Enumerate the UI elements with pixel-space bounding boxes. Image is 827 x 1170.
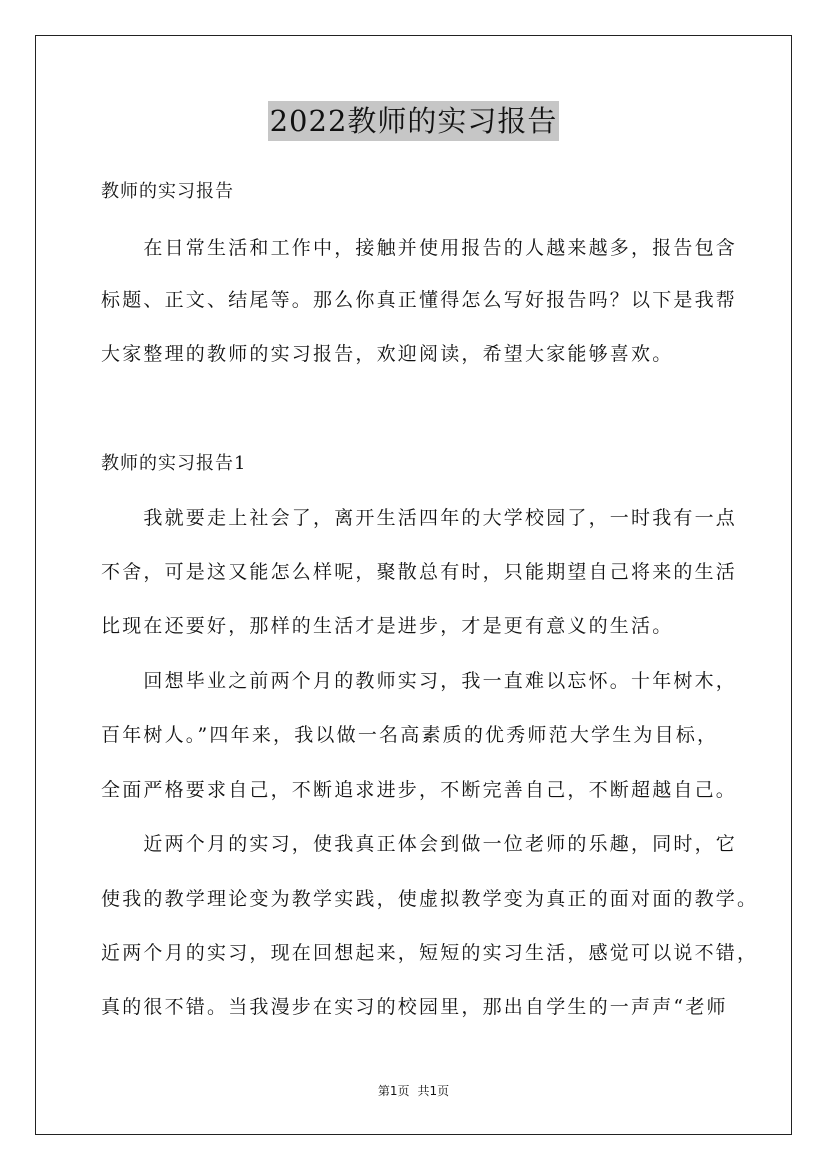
paragraph-line: 近两个月的实习，现在回想起来，短短的实习生活，感觉可以说不错，	[101, 942, 759, 964]
page-footer	[0, 1082, 827, 1100]
paragraph-line: 使我的教学理论变为教学实践，使虚拟教学变为真正的面对面的教学。	[101, 888, 759, 910]
paragraph-line: 百年树人。”四年来，我以做一名高素质的优秀师范大学生为目标，	[101, 724, 719, 746]
title-container	[0, 101, 827, 141]
page-number: 第1页	[377, 1084, 410, 1098]
paragraph-line: 全面严格要求自己，不断追求进步，不断完善自己，不断超越自己。	[101, 779, 738, 801]
paragraph-line: 我就要走上社会了，离开生活四年的大学校园了，一时我有一点	[101, 507, 738, 529]
document-title: 2022教师的实习报告	[268, 101, 560, 141]
paragraph-line: 不舍，可是这又能怎么样呢，聚散总有时，只能期望自己将来的生活	[101, 561, 738, 583]
page-total: 共1页	[417, 1084, 450, 1098]
paragraph-line: 比现在还要好，那样的生活才是进步，才是更有意义的生活。	[101, 615, 674, 637]
paragraph-line: 真的很不错。当我漫步在实习的校园里，那出自学生的一声声“老师	[101, 996, 728, 1018]
paragraph-line: 回想毕业之前两个月的教师实习，我一直难以忘怀。十年树木，	[101, 670, 738, 692]
intro-line: 在日常生活和工作中，接触并使用报告的人越来越多，报告包含	[101, 237, 738, 259]
document-subtitle: 教师的实习报告	[101, 181, 234, 202]
section-heading: 教师的实习报告1	[101, 453, 247, 474]
paragraph-line: 近两个月的实习，使我真正体会到做一位老师的乐趣，同时，它	[101, 833, 738, 855]
intro-line: 标题、正文、结尾等。那么你真正懂得怎么写好报告吗？以下是我帮	[101, 289, 738, 311]
intro-line: 大家整理的教师的实习报告，欢迎阅读，希望大家能够喜欢。	[101, 343, 674, 365]
